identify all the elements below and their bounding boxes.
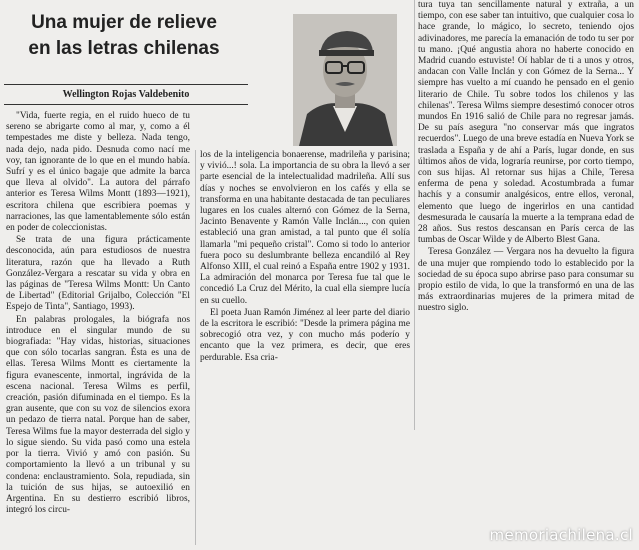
column-divider-2 xyxy=(414,0,415,430)
paragraph: Teresa González — Vergara nos ha devuelto la figura de una mujer que rompiendo todo lo establecido por la sociedad de su época supo abrirse paso para consumar su propio estilo de vida, lo que la transformó en una de las más extraordinarias mujeres de la primera mitad de nuestro siglo. xyxy=(418,247,634,314)
byline: Wellington Rojas Valdebenito xyxy=(62,89,190,100)
article-column-2 xyxy=(200,150,410,420)
paragraph: En palabras prologales, la biógrafa nos introduce en el singular mundo de su biografiada: "Hay vidas, historias, situaciones que con sólo tocarlas sangran. Ésta es una de ellas. Teresa Wilms Montt es ciertamente la figura evanescente, inmortal, ingrávida de la escena nacional. Teresa Wilms es perfil, creación, pasión difuminada en el tiempo. Es la gran ausente, que con su voz de silencios exora un pedazo de tierra natal. Porque han de saber, Teresa Wilms fue la mayor desterrada del siglo y lo sigue siendo. Su vida pasó como una estela por la tierra. Vivió y amó con pasión. Su comportamiento la llevó a un tribunal y su condena: enclaustramiento. Sola, repudiada, sin la tuición de sus hijas, se autoexilió en Argentina. En su destierro escribió libros, integró los circu- xyxy=(6,314,190,516)
paragraph: El poeta Juan Ramón Jiménez al leer parte del diario de la escritora le escribió: "Desde la primera página me sobrecogió otra vez, y con mucho más poderío y encanto que la vez primera, es decir, que eres perdurable. Esa cria- xyxy=(200,307,410,363)
title-rule-top xyxy=(4,84,248,85)
paragraph: "Vida, fuerte regia, en el ruido hueco de tu sereno se abrigarte como al mar, y, como a él tempestades me diste y belleza. Nada tengo, nada dejo, nada pido. Desnuda como nací me voy, tan ignorante de lo que en el mundo había. Sufrí y es el único bagaje que admite la barca que lleva al olvido". La autora del párrafo anterior es Teresa Wilms Montt (1893—1921), escritora chilena que escribiera poemas y narraciones, las que lamentablemente sólo están en poder de coleccionistas. xyxy=(6,111,190,234)
title-line-1: Una mujer de relieve xyxy=(31,12,217,33)
paragraph: Se trata de una figura prácticamente desconocida, aún para estudiosos de nuestra literatura, razón que ha llevado a Ruth González-Vergara a rescatar su vida y obra en las páginas de "Teresa Wilms Montt: Un Canto de Libertad" (Editorial Grijalbo, Colección "El Espejo de Tinta", Santiago, 1993). xyxy=(6,235,190,313)
portrait-photo-icon xyxy=(293,14,397,146)
portrait-photo xyxy=(293,14,397,146)
source-watermark: memoriachilena.cl xyxy=(489,526,633,544)
column-divider-1 xyxy=(195,150,196,545)
paragraph: tura tuya tan sencillamente natural y extraña, a un tiempo, con ese saber tan intuitivo, que cualquier cosa lo hace grande, lo mágico, lo secreto, teniendo ojos adivinadores, me parecía la emanación de todo tu ser por tu mano. ¡Qué angustia ahora no haberte conocido en Madrid cuando estuviste! Oí hablar de ti a unos y otros, andacan con Valle Inclán y con Gómez de la Serna... Y siempre has vuelto a mí cuando he pensado en el genio literario de Chile. Tu sobre todos los chilenos y las chilenas". Teresa Wilms siempre desestimó conocer otros mundos En 1916 salió de Chile para no regresar jamás. De su país asegura "no conservar más que ingratos recuerdos". Luego de una breve estadía en Nueva York se traslada a España y de ahí a París, lugar donde, en sus últimos años de vida, lograría reunirse, por corto tiempo, con sus hijas. Al retornar sus hijas a Chile, Teresa enferma de pena y soledad. Acostumbrada a fumar hachís y a consumir analgésicos, entre ellos, veronal, elemento que luego de ingerirlos en una cantidad desmesurada le causaría la muerte a la temprana edad de 28 años. Sus restos descansan en París cerca de las tumbas de Oscar Wilde y de Alberto Blest Gana. xyxy=(418,0,634,246)
article-column-3 xyxy=(418,0,634,425)
title-rule-bottom xyxy=(4,104,248,105)
article-title xyxy=(8,10,240,62)
paragraph: los de la inteligencia bonaerense, madrileña y parisina; y vivió...! sola. La importancia de su obra la llevó a ser parte esencial de la intelectualidad madrileña. Allí sus días y noches se envolvieron en los cafés y ella se transforma en una habitante destacada de tan peculiares lugares en los cuales alternó con Gómez de la Serna, Jacinto Benavente y Ramón Valle Inclán..., con quien estableció una gran amistad, a tal punto que él solía llamarla "mi pequeño cristal". Como si todo lo anterior fuera poco su deslumbrante belleza encandiló al Rey Alfonso XIII, el cual reinó a España entre 1902 y 1931. La admiración del monarca por Teresa fue tal que le concedió La Cruz del Mérito, la cual ella siempre lucía en su cuello. xyxy=(200,150,410,306)
title-line-2: en las letras chilenas xyxy=(28,38,220,59)
article-column-1 xyxy=(6,111,190,550)
